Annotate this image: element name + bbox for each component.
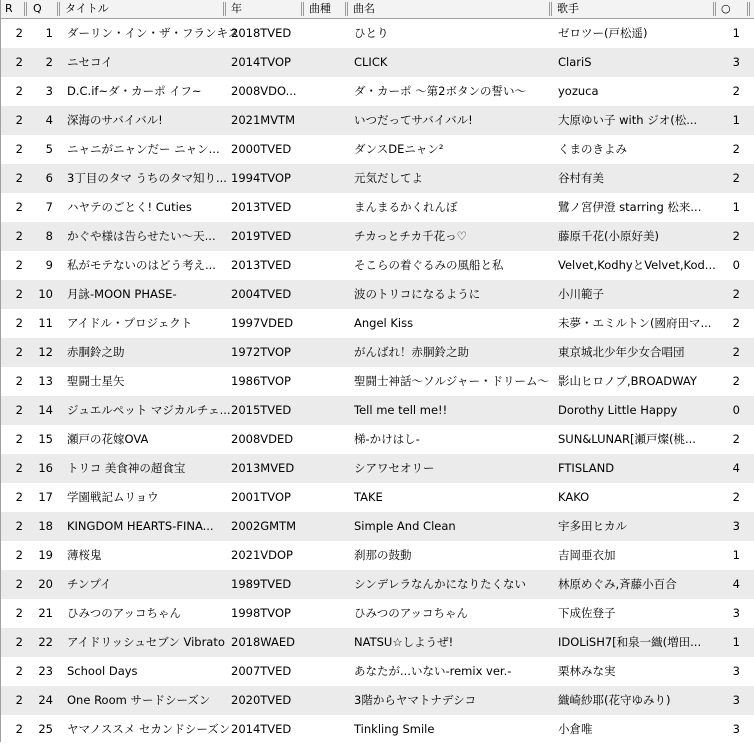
cell-year: 1998TVOP xyxy=(231,606,291,620)
cell-song: あなたが...いない-remix ver.- xyxy=(354,664,512,678)
cell-q: 12 xyxy=(38,345,53,359)
cell-r: 2 xyxy=(15,345,23,359)
cell-year: 2018TVED xyxy=(231,26,292,40)
cell-type xyxy=(306,599,346,628)
cell-song: NATSU☆しようぜ! xyxy=(354,635,454,649)
cell-title: One Room サードシーズン xyxy=(67,693,211,707)
cell-r: 2 xyxy=(15,200,23,214)
cell-artist: IDOLiSH7[和泉一織(増田... xyxy=(558,635,702,649)
column-resize-handle[interactable] xyxy=(549,2,552,16)
cell-r: 2 xyxy=(15,374,23,388)
table-row[interactable] xyxy=(1,222,754,251)
table-row[interactable] xyxy=(1,425,754,454)
cell-artist: ゼロツー(戸松遥) xyxy=(558,26,648,40)
cell-song: そこらの着ぐるみの風船と私 xyxy=(354,258,504,272)
table-row[interactable] xyxy=(1,686,754,715)
cell-q: 14 xyxy=(38,403,53,417)
cell-type xyxy=(306,454,346,483)
cell-title: 赤胴鈴之助 xyxy=(67,345,125,359)
cell-r: 2 xyxy=(15,693,23,707)
cell-year: 2008VDO... xyxy=(231,84,297,98)
cell-type xyxy=(306,222,346,251)
cell-q: 9 xyxy=(45,258,53,272)
cell-type xyxy=(306,338,346,367)
cell-mark: 1 xyxy=(732,635,740,649)
cell-type xyxy=(306,396,346,425)
cell-mark: 3 xyxy=(732,693,740,707)
cell-q: 22 xyxy=(38,635,53,649)
cell-year: 1972TVOP xyxy=(231,345,291,359)
cell-r: 2 xyxy=(15,287,23,301)
cell-year: 1994TVOP xyxy=(231,171,291,185)
cell-type xyxy=(306,715,346,744)
cell-title: ジュエルペット マジカルチェ... xyxy=(67,403,231,417)
cell-mark: 2 xyxy=(732,316,740,330)
column-resize-handle[interactable] xyxy=(713,2,716,16)
cell-year: 2020TVED xyxy=(231,693,292,707)
cell-year: 2007TVED xyxy=(231,664,292,678)
table-row[interactable] xyxy=(1,19,754,48)
cell-song: ダ・カーポ ～第2ボタンの誓い～ xyxy=(354,84,526,98)
cell-title: ダーリン・イン・ザ・フランキス xyxy=(67,26,240,40)
cell-song: シンデレラなんかになりたくない xyxy=(354,577,526,591)
cell-title: アイドリッシュセブン Vibrato xyxy=(67,635,225,649)
table-row[interactable] xyxy=(1,599,754,628)
cell-artist: SUN&LUNAR[瀬戸燦(桃... xyxy=(558,432,696,446)
cell-year: 2014TVOP xyxy=(231,55,291,69)
cell-artist: 林原めぐみ,斉藤小百合 xyxy=(558,577,677,591)
cell-type xyxy=(306,657,346,686)
cell-title: ニャニがニャンだー ニャン... xyxy=(67,142,220,156)
cell-year: 2000TVED xyxy=(231,142,292,156)
cell-type xyxy=(306,280,346,309)
column-resize-handle[interactable] xyxy=(345,2,348,16)
cell-year: 1989TVED xyxy=(231,577,292,591)
cell-artist: FTISLAND xyxy=(558,461,615,475)
cell-song: 3階からヤマトナデシコ xyxy=(354,693,477,707)
cell-mark: 2 xyxy=(732,490,740,504)
cell-title: 瀬戸の花嫁OVA xyxy=(67,432,149,446)
table-row[interactable] xyxy=(1,77,754,106)
cell-song: 聖闘士神話～ソルジャー・ドリーム～ xyxy=(354,374,549,388)
table-row[interactable] xyxy=(1,715,754,744)
table-row[interactable] xyxy=(1,48,754,77)
cell-r: 2 xyxy=(15,606,23,620)
cell-artist: 宇多田ヒカル xyxy=(558,519,627,533)
cell-mark: 3 xyxy=(732,606,740,620)
cell-q: 15 xyxy=(38,432,53,446)
cell-song: Angel Kiss xyxy=(354,316,414,330)
cell-type xyxy=(306,164,346,193)
table-row[interactable] xyxy=(1,251,754,280)
cell-mark: 2 xyxy=(732,374,740,388)
cell-artist: 織崎紗耶(花守ゆみり) xyxy=(558,693,671,707)
cell-type xyxy=(306,193,346,222)
cell-q: 18 xyxy=(38,519,53,533)
cell-type xyxy=(306,106,346,135)
cell-title: 学園戦記ムリョウ xyxy=(67,490,159,504)
cell-title: 聖闘士星矢 xyxy=(67,374,125,388)
cell-r: 2 xyxy=(15,113,23,127)
cell-title: ハヤテのごとく! Cuties xyxy=(67,200,192,214)
cell-r: 2 xyxy=(15,519,23,533)
column-header-mark[interactable]: ○ xyxy=(721,2,731,15)
cell-song: Simple And Clean xyxy=(354,519,456,533)
cell-type xyxy=(306,512,346,541)
cell-title: School Days xyxy=(67,664,138,678)
cell-mark: 0 xyxy=(732,258,740,272)
table-row[interactable] xyxy=(1,657,754,686)
cell-q: 24 xyxy=(38,693,53,707)
cell-artist: 下成佐登子 xyxy=(558,606,616,620)
cell-song: チカっとチカ千花っ♡ xyxy=(354,229,467,243)
cell-q: 10 xyxy=(38,287,53,301)
table-row[interactable] xyxy=(1,135,754,164)
cell-mark: 2 xyxy=(732,287,740,301)
cell-year: 1986TVOP xyxy=(231,374,291,388)
cell-year: 2014TVED xyxy=(231,722,292,736)
cell-song: がんばれ！赤胴鈴之助 xyxy=(354,345,469,359)
cell-r: 2 xyxy=(15,577,23,591)
cell-type xyxy=(306,19,346,48)
table-row[interactable] xyxy=(1,164,754,193)
cell-year: 2015TVED xyxy=(231,403,292,417)
cell-artist: 谷村有美 xyxy=(558,171,604,185)
cell-q: 5 xyxy=(45,142,53,156)
cell-type xyxy=(306,686,346,715)
table-row[interactable] xyxy=(1,454,754,483)
cell-song: ひとり xyxy=(354,26,389,40)
cell-artist: くまのきよみ xyxy=(558,142,627,156)
table-row[interactable] xyxy=(1,541,754,570)
table-row[interactable] xyxy=(1,367,754,396)
column-header-artist[interactable]: 歌手 xyxy=(557,2,579,15)
cell-artist: 影山ヒロノブ,BROADWAY xyxy=(558,374,697,388)
vertical-scrollbar[interactable] xyxy=(741,19,753,742)
column-header-q[interactable]: Q xyxy=(33,2,42,15)
cell-r: 2 xyxy=(15,84,23,98)
cell-year: 2002GMTM xyxy=(231,519,297,533)
cell-year: 2019TVED xyxy=(231,229,292,243)
cell-mark: 1 xyxy=(732,113,740,127)
cell-q: 6 xyxy=(45,171,53,185)
cell-title: D.C.if~ダ・カーポ イフ~ xyxy=(67,84,202,98)
cell-mark: 1 xyxy=(732,26,740,40)
cell-q: 20 xyxy=(38,577,53,591)
column-resize-handle[interactable] xyxy=(223,2,226,16)
cell-year: 2001TVOP xyxy=(231,490,291,504)
cell-mark: 2 xyxy=(732,142,740,156)
cell-title: ヤマノススメ セカンドシーズン xyxy=(67,722,231,736)
cell-q: 4 xyxy=(45,113,53,127)
column-resize-handle[interactable] xyxy=(24,2,27,16)
cell-mark: 3 xyxy=(732,664,740,678)
cell-type xyxy=(306,541,346,570)
cell-title: 私がモテないのはどう考え... xyxy=(67,258,216,272)
cell-song: TAKE xyxy=(354,490,383,504)
cell-year: 2013TVED xyxy=(231,258,292,272)
table-row[interactable] xyxy=(1,338,754,367)
cell-year: 2008VDED xyxy=(231,432,294,446)
cell-r: 2 xyxy=(15,403,23,417)
cell-q: 11 xyxy=(38,316,53,330)
table-row[interactable] xyxy=(1,628,754,657)
cell-year: 1997VDED xyxy=(231,316,294,330)
cell-r: 2 xyxy=(15,26,23,40)
column-header-r[interactable]: R xyxy=(5,2,13,15)
cell-artist: Dorothy Little Happy xyxy=(558,403,678,417)
cell-q: 7 xyxy=(45,200,53,214)
cell-year: 2021VDOP xyxy=(231,548,293,562)
cell-mark: 2 xyxy=(732,171,740,185)
cell-song: Tinkling Smile xyxy=(354,722,435,736)
cell-r: 2 xyxy=(15,548,23,562)
cell-title: 深海のサバイバル! xyxy=(67,113,163,127)
cell-mark: 2 xyxy=(732,345,740,359)
column-header-title[interactable]: タイトル xyxy=(65,2,109,15)
cell-artist: 藤原千花(小原好美) xyxy=(558,229,659,243)
cell-r: 2 xyxy=(15,664,23,678)
cell-title: かぐや様は告らせたい～天... xyxy=(67,229,216,243)
cell-year: 2004TVED xyxy=(231,287,292,301)
cell-song: ひみつのアッコちゃん xyxy=(354,606,468,620)
cell-mark: 3 xyxy=(732,519,740,533)
column-header-type[interactable]: 曲種 xyxy=(309,2,331,15)
cell-title: KINGDOM HEARTS-FINA... xyxy=(67,519,214,533)
cell-mark: 4 xyxy=(732,461,740,475)
cell-r: 2 xyxy=(15,229,23,243)
cell-r: 2 xyxy=(15,142,23,156)
cell-title: アイドル・プロジェクト xyxy=(67,316,193,330)
cell-song: いつだってサバイバル! xyxy=(354,113,473,127)
cell-r: 2 xyxy=(15,258,23,272)
cell-type xyxy=(306,483,346,512)
cell-title: 3丁目のタマ うちのタマ知り... xyxy=(67,171,227,185)
cell-artist: Velvet,KodhyとVelvet,Kod... xyxy=(558,258,716,272)
cell-title: チンプイ xyxy=(67,577,112,591)
cell-song: 刹那の鼓動 xyxy=(354,548,412,562)
cell-song: Tell me tell me!! xyxy=(354,403,448,417)
cell-q: 13 xyxy=(38,374,53,388)
cell-mark: 2 xyxy=(732,84,740,98)
cell-year: 2018WAED xyxy=(231,635,295,649)
cell-mark: 3 xyxy=(732,722,740,736)
cell-song: シアワセオリー xyxy=(354,461,435,475)
cell-q: 1 xyxy=(45,26,53,40)
cell-year: 2013MVED xyxy=(231,461,295,475)
cell-song: 元気だしてよ xyxy=(354,171,423,185)
cell-artist: ClariS xyxy=(558,55,592,69)
cell-type xyxy=(306,570,346,599)
cell-mark: 1 xyxy=(732,548,740,562)
cell-type xyxy=(306,309,346,338)
cell-year: 2021MVTM xyxy=(231,113,296,127)
table-row[interactable] xyxy=(1,570,754,599)
cell-title: ニセコイ xyxy=(67,55,113,69)
cell-type xyxy=(306,628,346,657)
table-body xyxy=(1,19,754,744)
cell-year: 2013TVED xyxy=(231,200,292,214)
cell-r: 2 xyxy=(15,461,23,475)
table-row[interactable] xyxy=(1,483,754,512)
cell-artist: 小川範子 xyxy=(558,287,604,301)
cell-r: 2 xyxy=(15,432,23,446)
table-row[interactable] xyxy=(1,280,754,309)
cell-q: 23 xyxy=(38,664,53,678)
cell-r: 2 xyxy=(15,722,23,736)
cell-q: 25 xyxy=(38,722,53,736)
cell-mark: 3 xyxy=(732,55,740,69)
cell-mark: 1 xyxy=(732,200,740,214)
cell-artist: 未夢・エミルトン(國府田マ... xyxy=(558,316,712,330)
cell-r: 2 xyxy=(15,55,23,69)
cell-type xyxy=(306,251,346,280)
cell-type xyxy=(306,425,346,454)
column-header-song[interactable]: 曲名 xyxy=(353,2,375,15)
cell-r: 2 xyxy=(15,635,23,649)
cell-r: 2 xyxy=(15,490,23,504)
table-row[interactable] xyxy=(1,106,754,135)
cell-artist: yozuca xyxy=(558,84,599,98)
cell-song: CLICK xyxy=(354,55,388,69)
cell-q: 19 xyxy=(38,548,53,562)
cell-title: ひみつのアッコちゃん xyxy=(67,606,181,620)
cell-type xyxy=(306,367,346,396)
column-header-bar xyxy=(1,0,754,19)
cell-q: 17 xyxy=(38,490,53,504)
cell-mark: 4 xyxy=(732,577,740,591)
cell-artist: 栗林みな実 xyxy=(558,664,616,678)
table-row[interactable] xyxy=(1,309,754,338)
column-resize-handle[interactable] xyxy=(57,2,60,16)
table-row[interactable] xyxy=(1,512,754,541)
cell-q: 8 xyxy=(45,229,53,243)
cell-title: トリコ 美食神の超食宝 xyxy=(67,461,186,475)
column-resize-handle[interactable] xyxy=(747,2,750,16)
cell-r: 2 xyxy=(15,171,23,185)
cell-song: 波のトリコになるように xyxy=(354,287,481,301)
cell-title: 月詠-MOON PHASE- xyxy=(67,287,177,301)
cell-mark: 2 xyxy=(732,432,740,446)
cell-q: 3 xyxy=(45,84,53,98)
cell-q: 2 xyxy=(45,55,53,69)
cell-song: ダンスDEニャン² xyxy=(354,142,444,156)
cell-mark: 2 xyxy=(732,229,740,243)
cell-artist: 小倉唯 xyxy=(558,722,593,736)
cell-title: 薄桜鬼 xyxy=(67,548,102,562)
table-row[interactable] xyxy=(1,193,754,222)
cell-song: まんまるかくれんぼ xyxy=(354,200,458,214)
cell-type xyxy=(306,77,346,106)
cell-type xyxy=(306,135,346,164)
cell-artist: KAKO xyxy=(558,490,590,504)
column-header-year[interactable]: 年 xyxy=(231,2,242,15)
cell-artist: 東京城北少年少女合唱団 xyxy=(558,345,685,359)
column-resize-handle[interactable] xyxy=(301,2,304,16)
cell-artist: 鷺ノ宮伊澄 starring 松来... xyxy=(558,200,702,214)
cell-type xyxy=(306,48,346,77)
cell-song: 梯-かけはし- xyxy=(354,432,420,446)
table-row[interactable] xyxy=(1,396,754,425)
cell-q: 16 xyxy=(38,461,53,475)
cell-artist: 吉岡亜衣加 xyxy=(558,548,616,562)
cell-q: 21 xyxy=(38,606,53,620)
cell-r: 2 xyxy=(15,316,23,330)
cell-artist: 大原ゆい子 with ジオ(松... xyxy=(558,113,698,127)
cell-mark: 0 xyxy=(732,403,740,417)
